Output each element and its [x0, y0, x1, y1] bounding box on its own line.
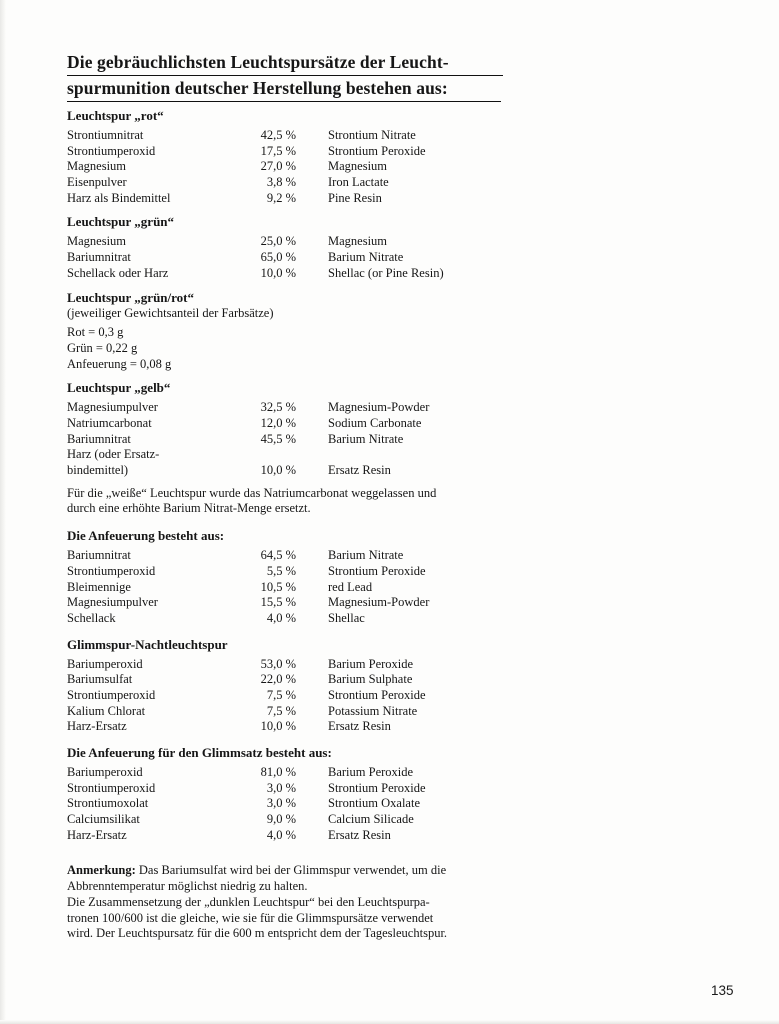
ingredient-percent: 81,0 % — [260, 765, 296, 780]
ingredient-name: Eisenpulver — [67, 175, 127, 190]
paragraph-line: durch eine erhöhte Barium Nitrat-Menge ersetzt. — [67, 501, 311, 516]
ingredient-english: Potassium Nitrate — [328, 703, 418, 718]
ingredient-english: Magnesium-Powder — [328, 400, 430, 415]
ingredient-percent: 7,5 % — [266, 687, 296, 702]
composition-table-gruen — [67, 234, 517, 281]
ingredient-name: Magnesiumpulver — [67, 400, 158, 415]
section-heading-gelb: Leuchtspur „gelb“ — [67, 380, 171, 396]
ingredient-english: Magnesium — [328, 159, 388, 174]
table-row — [67, 564, 517, 580]
section-heading-glimmsatz: Die Anfeuerung für den Glimmsatz besteht aus: — [67, 745, 332, 761]
section-heading-gruen-rot: Leuchtspur „grün/rot“ — [67, 289, 195, 305]
page-number: 135 — [711, 983, 734, 998]
ingredient-english: Ersatz Resin — [328, 719, 391, 734]
page-edge-shadow — [0, 0, 6, 1024]
table-row — [67, 447, 517, 463]
ingredient-name: Bariumperoxid — [67, 656, 143, 671]
ingredient-english: Barium Sulphate — [328, 672, 413, 687]
page-content — [67, 50, 517, 942]
table-row — [67, 796, 517, 812]
ingredient-name: Strontiumperoxid — [67, 687, 156, 702]
ingredient-percent: 10,5 % — [260, 579, 296, 594]
ingredient-english: Strontium Peroxide — [328, 687, 426, 702]
ingredient-percent: 7,5 % — [266, 703, 296, 718]
table-row — [67, 688, 517, 704]
table-row — [67, 548, 517, 564]
table-row — [67, 400, 517, 416]
weight-line-gruen: Grün = 0,22 g — [67, 340, 138, 355]
ingredient-english: Barium Peroxide — [328, 656, 414, 671]
table-row — [67, 781, 517, 797]
ingredient-percent: 45,5 % — [260, 431, 296, 446]
ingredient-english: Ersatz Resin — [328, 827, 391, 842]
note-paragraph — [67, 863, 507, 942]
ingredient-name: Magnesiumpulver — [67, 595, 158, 610]
ingredient-percent: 5,5 % — [266, 563, 296, 578]
table-row — [67, 175, 517, 191]
table-row — [67, 463, 517, 479]
ingredient-english: Barium Peroxide — [328, 765, 414, 780]
ingredient-name: Strontiumperoxid — [67, 780, 156, 795]
composition-table-rot — [67, 128, 517, 206]
title-line-2: spurmunition deutscher Herstellung bestehen aus: — [67, 76, 501, 102]
composition-table-gelb — [67, 400, 517, 478]
ingredient-name: Bleimennige — [67, 579, 131, 594]
weight-line-rot: Rot = 0,3 g — [67, 325, 124, 340]
ingredient-english: Calcium Silicade — [328, 812, 414, 827]
table-row — [67, 432, 517, 448]
ingredient-percent: 22,0 % — [260, 672, 296, 687]
ingredient-percent: 10,0 % — [260, 265, 296, 280]
ingredient-name: Calciumsilikat — [67, 812, 140, 827]
table-row — [67, 719, 517, 735]
paragraph-weisse-leuchtspur — [67, 486, 507, 517]
ingredient-percent: 42,5 % — [260, 128, 296, 142]
table-row — [67, 765, 517, 781]
ingredient-percent: 12,0 % — [260, 416, 296, 430]
ingredient-english: Strontium Oxalate — [328, 796, 420, 811]
ingredient-english: Barium Nitrate — [328, 431, 404, 446]
ingredient-percent: 53,0 % — [260, 656, 296, 671]
table-row — [67, 416, 517, 432]
ingredient-name: Strontiumoxolat — [67, 796, 149, 811]
ingredient-english: Ersatz Resin — [328, 463, 391, 478]
ingredient-english: Strontium Nitrate — [328, 128, 416, 142]
table-row — [67, 672, 517, 688]
table-row — [67, 611, 517, 627]
ingredient-percent: 15,5 % — [260, 595, 296, 610]
ingredient-english: red Lead — [328, 579, 373, 594]
table-row — [67, 580, 517, 596]
ingredient-percent: 27,0 % — [260, 159, 296, 174]
ingredient-english: Strontium Peroxide — [328, 780, 426, 795]
note-label: Anmerkung: — [67, 863, 136, 878]
ingredient-name: Harz-Ersatz — [67, 719, 127, 734]
paragraph-line: Für die „weiße“ Leuchtspur wurde das Natriumcarbonat weggelassen und — [67, 485, 437, 500]
ingredient-name: Bariumperoxid — [67, 765, 143, 780]
composition-table-glimmspur — [67, 657, 517, 735]
table-row — [67, 812, 517, 828]
ingredient-name: Strontiumperoxid — [67, 143, 156, 158]
section-heading-anfeuerung: Die Anfeuerung besteht aus: — [67, 528, 225, 544]
ingredient-percent: 25,0 % — [260, 234, 296, 249]
ingredient-name: Schellack oder Harz — [67, 265, 169, 280]
title-line-1: Die gebräuchlichsten Leuchtspursätze der Leucht- — [67, 50, 503, 76]
weight-line-anfeuerung: Anfeuerung = 0,08 g — [67, 356, 172, 371]
ingredient-name: Harz als Bindemittel — [67, 190, 171, 205]
ingredient-english: Iron Lactate — [328, 175, 389, 190]
table-row — [67, 250, 517, 266]
table-row — [67, 159, 517, 175]
section-subheading: (jeweiliger Gewichtsanteil der Farbsätze) — [67, 305, 274, 320]
ingredient-percent: 64,5 % — [260, 548, 296, 563]
note-line: Abbrenntemperatur möglichst niedrig zu halten. — [67, 879, 308, 894]
ingredient-name: Magnesium — [67, 159, 127, 174]
ingredient-percent: 3,0 % — [266, 796, 296, 811]
ingredient-percent: 9,2 % — [266, 190, 296, 205]
ingredient-percent: 17,5 % — [260, 143, 296, 158]
ingredient-english: Magnesium — [328, 234, 388, 249]
section-heading-gruen: Leuchtspur „grün“ — [67, 214, 175, 230]
ingredient-english: Pine Resin — [328, 190, 382, 205]
ingredient-name: Kalium Chlorat — [67, 703, 146, 718]
ingredient-percent: 4,0 % — [266, 827, 296, 842]
ingredient-english: Barium Nitrate — [328, 548, 404, 563]
table-row — [67, 191, 517, 207]
table-row — [67, 704, 517, 720]
ingredient-name: Strontiumnitrat — [67, 128, 144, 142]
ingredient-name: Bariumsulfat — [67, 672, 133, 687]
table-row — [67, 657, 517, 673]
ingredient-percent: 10,0 % — [260, 463, 296, 478]
note-line: Die Zusammensetzung der „dunklen Leuchtspur“ bei den Leuchtspurpa- — [67, 894, 430, 909]
ingredient-english: Strontium Peroxide — [328, 563, 426, 578]
ingredient-name: Harz (oder Ersatz- — [67, 447, 160, 462]
section-heading-glimmspur: Glimmspur-Nachtleuchtspur — [67, 636, 228, 652]
page-bottom-edge — [0, 1020, 779, 1024]
ingredient-percent: 10,0 % — [260, 719, 296, 734]
table-row — [67, 128, 517, 144]
note-text: Das Bariumsulfat wird bei der Glimmspur verwendet, um die — [135, 863, 447, 878]
table-row — [67, 828, 517, 844]
ingredient-english: Strontium Peroxide — [328, 143, 426, 158]
table-row — [67, 266, 517, 282]
ingredient-name: Magnesium — [67, 234, 127, 249]
ingredient-english: Sodium Carbonate — [328, 416, 422, 430]
page-title — [67, 50, 517, 102]
ingredient-percent: 32,5 % — [260, 400, 296, 415]
ingredient-name: Harz-Ersatz — [67, 827, 127, 842]
ingredient-english: Barium Nitrate — [328, 250, 404, 265]
note-line: tronen 100/600 ist die gleiche, wie sie für die Glimmspursätze verwendet — [67, 910, 434, 925]
ingredient-percent: 4,0 % — [266, 610, 296, 625]
ingredient-english: Shellac — [328, 610, 365, 625]
ingredient-english: Magnesium-Powder — [328, 595, 430, 610]
ingredient-percent: 3,0 % — [266, 780, 296, 795]
ingredient-name: Schellack — [67, 610, 116, 625]
ingredient-percent: 3,8 % — [266, 175, 296, 190]
table-row — [67, 144, 517, 160]
composition-table-glimmsatz — [67, 765, 517, 843]
note-line — [67, 863, 507, 879]
ingredient-name: Bariumnitrat — [67, 548, 131, 563]
ingredient-english: Shellac (or Pine Resin) — [328, 265, 444, 280]
ingredient-name: Bariumnitrat — [67, 431, 131, 446]
table-row — [67, 234, 517, 250]
ingredient-name: Bariumnitrat — [67, 250, 131, 265]
note-line: wird. Der Leuchtspursatz für die 600 m entspricht dem der Tagesleuchtspur. — [67, 926, 448, 941]
table-row — [67, 595, 517, 611]
ingredient-percent: 65,0 % — [260, 250, 296, 265]
ingredient-percent: 9,0 % — [266, 812, 296, 827]
ingredient-name: Strontiumperoxid — [67, 563, 156, 578]
ingredient-name: Natriumcarbonat — [67, 416, 152, 430]
ingredient-name-continued: bindemittel) — [67, 463, 129, 478]
composition-table-anfeuerung — [67, 548, 517, 626]
section-heading-rot: Leuchtspur „rot“ — [67, 108, 164, 123]
